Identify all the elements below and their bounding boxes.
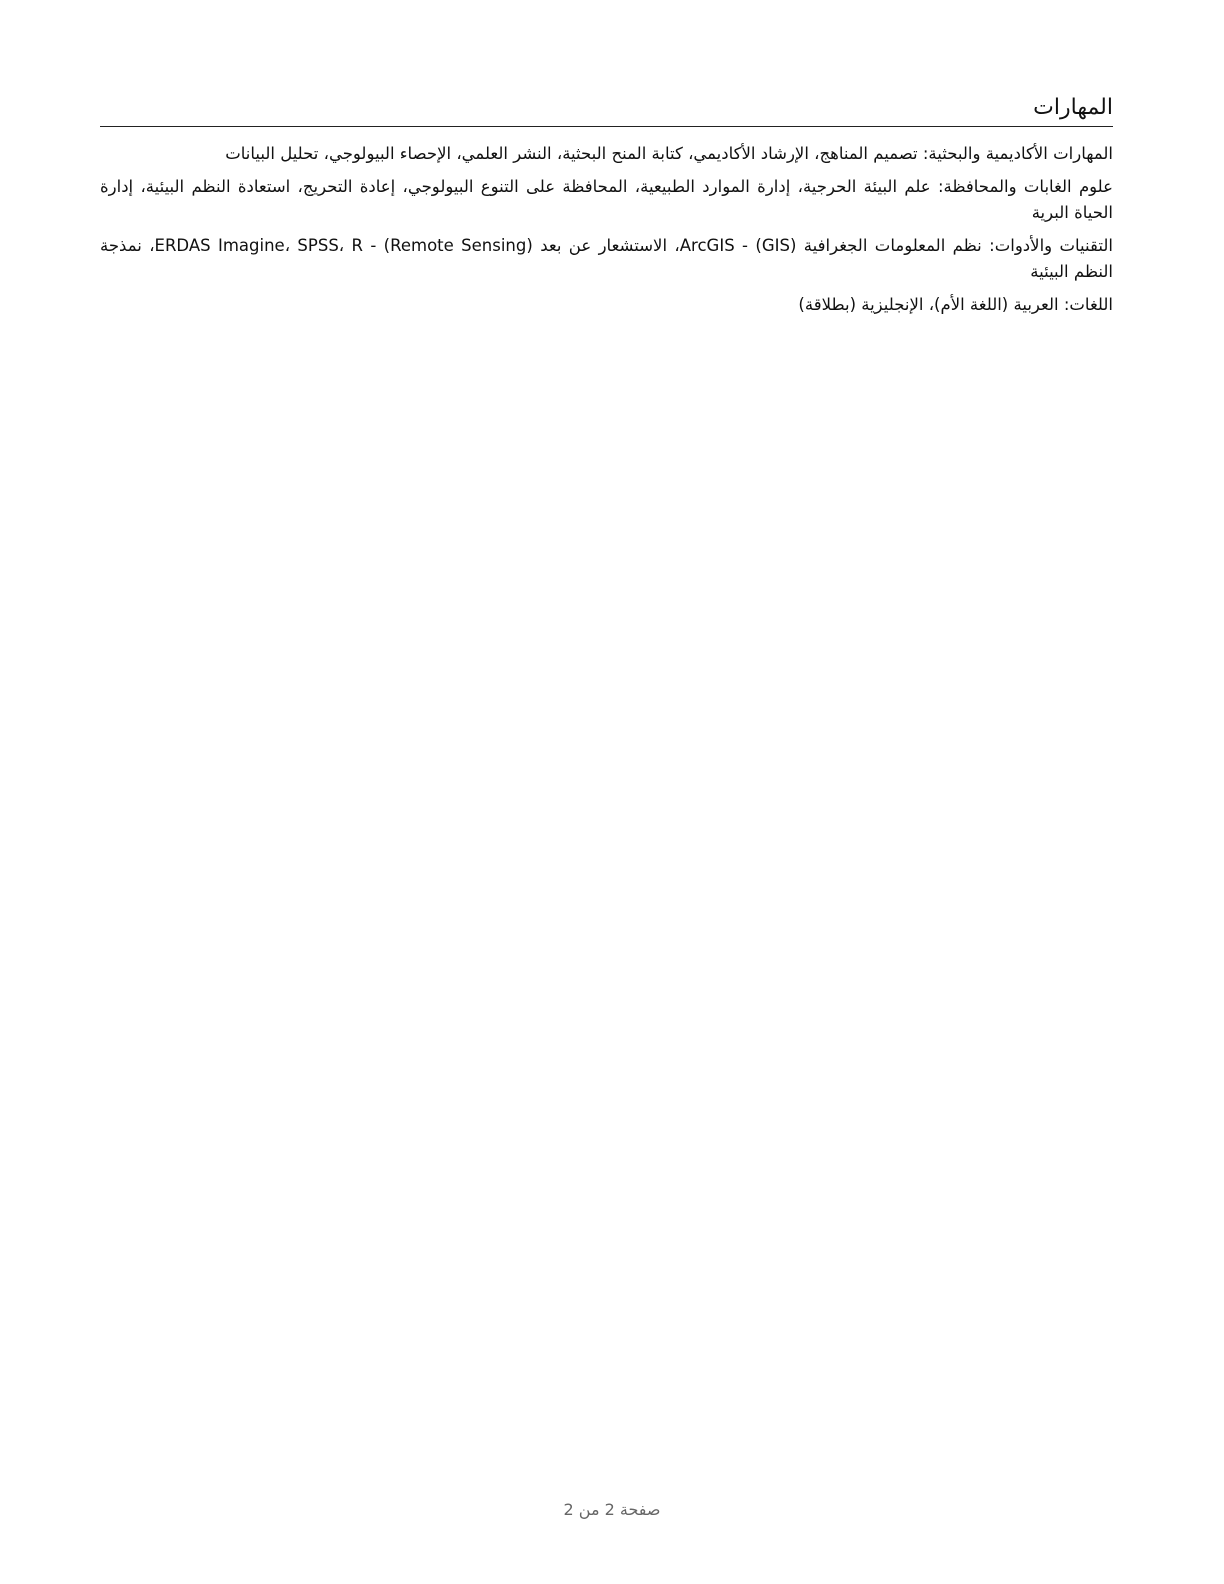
skills-list xyxy=(100,141,1113,318)
document-page xyxy=(100,92,1113,325)
skill-line-academic: المهارات الأكاديمية والبحثية: تصميم المناهج، الإرشاد الأكاديمي، كتابة المنح البحثية، النشر العلمي، الإحصاء البيولوجي، تحليل البيانات xyxy=(225,144,1113,163)
skill-line-tools: التقنيات والأدوات: نظم المعلومات الجغرافية (GIS) - ArcGIS، الاستشعار عن بعد (Remote Sensing) - ERDAS Imagine، SPSS، R، نمذجة النظم البيئية xyxy=(100,236,1113,281)
section-title-skills: المهارات xyxy=(100,92,1113,127)
skill-line-forestry: علوم الغابات والمحافظة: علم البيئة الحرجية، إدارة الموارد الطبيعية، المحافظة على التنوع البيولوجي، إعادة التحريج، استعادة النظم البيئية، إدارة الحياة البرية xyxy=(100,177,1113,222)
skill-line-languages: اللغات: العربية (اللغة الأم)، الإنجليزية (بطلاقة) xyxy=(798,295,1113,314)
page-number-footer: صفحة 2 من 2 xyxy=(563,1500,661,1519)
